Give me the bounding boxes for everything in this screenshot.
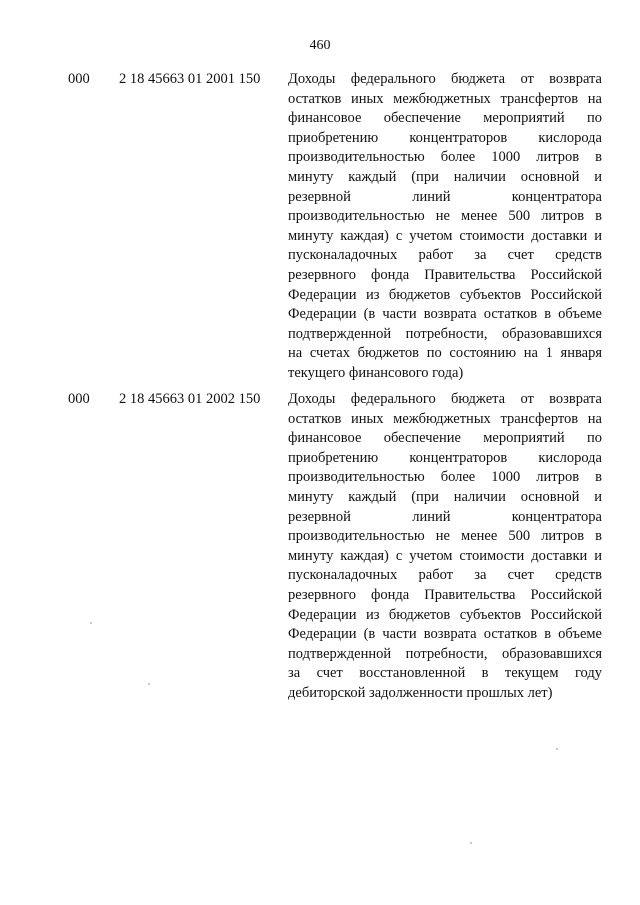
description-line: минуту каждый (при наличии основной и — [288, 168, 602, 185]
description-line: Федерации (в части возврата остатков в объеме — [288, 626, 602, 643]
description-line: Доходы федерального бюджета от возврата — [288, 391, 602, 407]
scan-speck — [470, 842, 472, 844]
admin-code: 000 — [68, 391, 90, 407]
description-line: финансовое обеспечение мероприятий по — [288, 430, 602, 447]
description-line: текущего финансового года) — [288, 364, 464, 381]
description-line: на счетах бюджетов по состоянию на 1 января — [288, 345, 602, 362]
description-line: Доходы федерального бюджета от возврата — [288, 71, 602, 87]
description-line: остатков иных межбюджетных трансфертов на — [288, 410, 602, 427]
description-line: приобретению концентраторов кислорода — [288, 449, 602, 466]
description-line: производительностью более 1000 литров в — [288, 149, 602, 166]
description-line: пусконаладочных работ за счет средств — [288, 247, 602, 264]
description-line: остатков иных межбюджетных трансфертов на — [288, 90, 602, 107]
description-line: резервного фонда Правительства Российской — [288, 586, 602, 603]
description-line: финансовое обеспечение мероприятий по — [288, 110, 602, 127]
description-line: приобретению концентраторов кислорода — [288, 129, 602, 146]
classification-code: 2 18 45663 01 2002 150 — [119, 391, 261, 407]
scan-speck — [148, 683, 150, 685]
description-line: минуту каждая) с учетом стоимости доставки и — [288, 547, 602, 564]
description-line: резервного фонда Правительства Российской — [288, 266, 602, 283]
description-line: подтвержденной потребности, образовавшихся — [288, 325, 602, 342]
description-line: производительностью более 1000 литров в — [288, 469, 602, 486]
description-line: резервной линий концентратора — [288, 188, 602, 205]
description-line: пусконаладочных работ за счет средств — [288, 567, 602, 584]
description-line: Федерации из бюджетов субъектов Российской — [288, 606, 602, 623]
page-number: 460 — [309, 38, 331, 53]
entry-description — [288, 70, 602, 384]
scan-speck — [556, 748, 558, 750]
description-line: подтвержденной потребности, образовавшихся — [288, 645, 602, 662]
description-line: минуту каждый (при наличии основной и — [288, 488, 602, 505]
admin-code: 000 — [68, 71, 90, 87]
description-line: дебиторской задолженности прошлых лет) — [288, 684, 553, 701]
description-line: производительностью не менее 500 литров в — [288, 208, 602, 225]
classification-code: 2 18 45663 01 2001 150 — [119, 71, 261, 87]
description-line: Федерации (в части возврата остатков в объеме — [288, 306, 602, 323]
description-line: минуту каждая) с учетом стоимости доставки и — [288, 227, 602, 244]
description-line: за счет восстановленной в текущем году — [288, 665, 602, 682]
scan-speck — [90, 622, 92, 624]
description-line: резервной линий концентратора — [288, 508, 602, 525]
description-line: производительностью не менее 500 литров в — [288, 528, 602, 545]
description-line: Федерации из бюджетов субъектов Российской — [288, 286, 602, 303]
entry-description — [288, 390, 602, 704]
